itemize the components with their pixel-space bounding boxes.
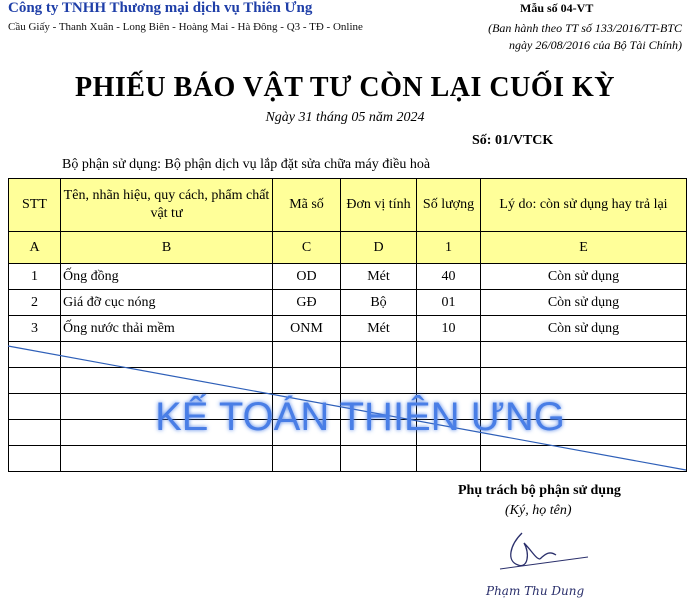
document-title: PHIẾU BÁO VẬT TƯ CÒN LẠI CUỐI KỲ	[74, 72, 616, 103]
row-quantity: 10	[417, 316, 481, 342]
header-name: Tên, nhãn hiệu, quy cách, phẩm chất vật tư	[61, 179, 273, 232]
row-unit: Mét	[341, 316, 417, 342]
row-stt: 3	[9, 316, 61, 342]
row-stt: 2	[9, 290, 61, 316]
document-number: Số: 01/VTCK	[472, 133, 554, 148]
department-line: Bộ phận sử dụng: Bộ phận dịch vụ lắp đặt sửa chữa máy điều hoà	[62, 157, 431, 172]
row-reason: Còn sử dụng	[481, 316, 687, 342]
code-cell: 1	[417, 232, 481, 264]
header-code: Mã số	[273, 179, 341, 232]
code-cell: A	[9, 232, 61, 264]
row-code: OD	[273, 264, 341, 290]
row-item-name: Giá đỡ cục nóng	[61, 290, 273, 316]
document-date: Ngày 31 tháng 05 năm 2024	[265, 110, 425, 125]
header-unit: Đơn vị tính	[341, 179, 417, 232]
row-unit: Bộ	[341, 290, 417, 316]
handwritten-signature	[470, 525, 610, 607]
form-number: Mẫu số 04-VT	[520, 1, 594, 15]
row-stt: 1	[9, 264, 61, 290]
signature-title: Phụ trách bộ phận sử dụng	[458, 483, 621, 498]
row-item-name: Ống nước thải mềm	[61, 316, 273, 342]
watermark	[130, 386, 590, 446]
header-reason: Lý do: còn sử dụng hay trả lại	[481, 179, 687, 232]
row-reason: Còn sử dụng	[481, 264, 687, 290]
code-cell: E	[481, 232, 687, 264]
row-reason: Còn sử dụng	[481, 290, 687, 316]
row-quantity: 40	[417, 264, 481, 290]
regulation-line-1: (Ban hành theo TT số 133/2016/TT-BTC	[488, 21, 682, 35]
watermark-text: KẾ TOÁN THIÊN ƯNG	[155, 395, 565, 439]
company-name: Công ty TNHH Thương mại dịch vụ Thiên Ưng	[8, 0, 313, 16]
row-item-name: Ống đồng	[61, 264, 273, 290]
header-quantity: Số lượng	[417, 179, 481, 232]
code-cell: C	[273, 232, 341, 264]
signature-subtitle: (Ký, họ tên)	[505, 503, 572, 518]
header-stt: STT	[9, 179, 61, 232]
regulation-line-2: ngày 26/08/2016 của Bộ Tài Chính)	[509, 38, 682, 52]
signature-stroke	[511, 533, 556, 566]
signature-name: Phạm Thu Dung	[486, 584, 585, 598]
row-code: GĐ	[273, 290, 341, 316]
row-quantity: 01	[417, 290, 481, 316]
code-cell: B	[61, 232, 273, 264]
branch-list: Cầu Giấy - Thanh Xuân - Long Biên - Hoàng Mai - Hà Đông - Q3 - TĐ - Online	[8, 21, 363, 33]
code-cell: D	[341, 232, 417, 264]
row-unit: Mét	[341, 264, 417, 290]
row-code: ONM	[273, 316, 341, 342]
